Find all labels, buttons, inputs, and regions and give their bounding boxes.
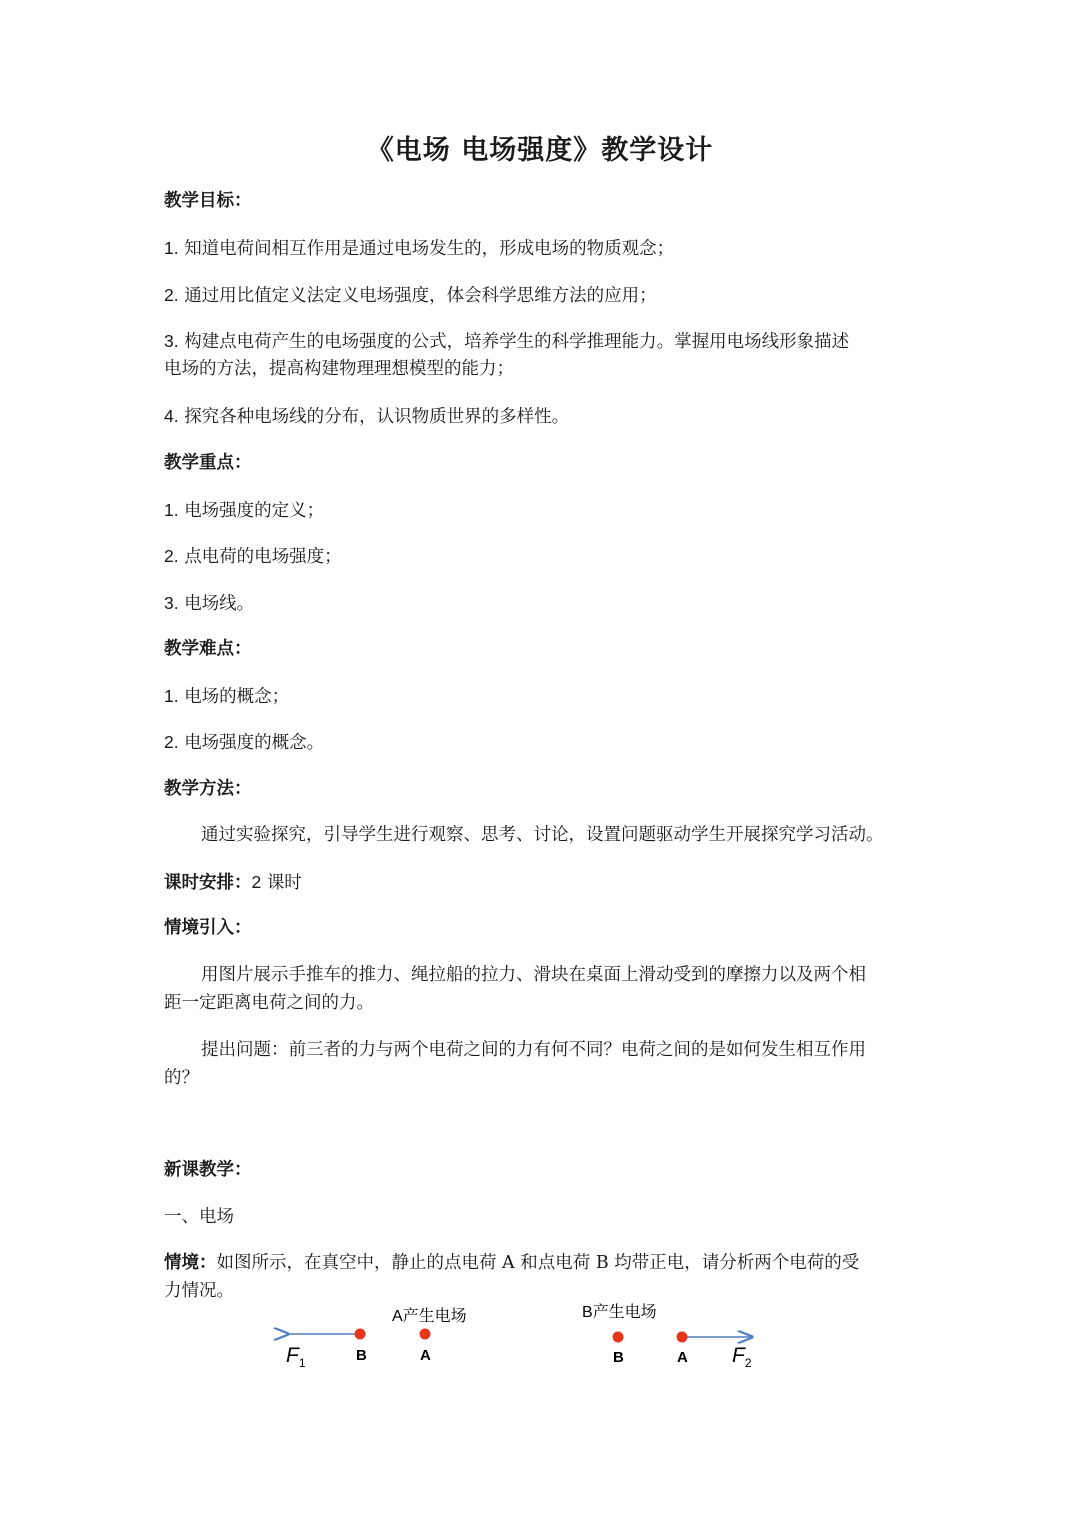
charge-force-figure xyxy=(270,1296,810,1386)
charge-a-right xyxy=(677,1332,688,1343)
list-item: 1. 电场的概念； xyxy=(164,686,290,707)
right-caption: B产生电场 xyxy=(582,1304,657,1321)
intro-heading: 情境引入： xyxy=(164,918,252,938)
list-item: 3. 构建点电荷产生的电场强度的公式，培养学生的科学推理能力。掌握用电场线形象描述 xyxy=(164,331,850,352)
list-item: 2. 通过用比值定义法定义电场强度，体会科学思维方法的应用； xyxy=(164,285,657,306)
left-caption: A产生电场 xyxy=(392,1308,467,1325)
list-item: 1. 电场强度的定义； xyxy=(164,500,325,521)
charge-a-left xyxy=(420,1329,431,1340)
objectives-heading: 教学目标： xyxy=(164,191,252,211)
force-label-f1: $F_1$ xyxy=(286,1344,306,1370)
list-item: 3. 电场线。 xyxy=(164,593,255,614)
label-b-left: B xyxy=(356,1347,367,1364)
section-title: 一、电场 xyxy=(164,1207,234,1227)
intro-paragraph-line: 提出问题：前三者的力与两个电荷之间的力有何不同？电荷之间的是如何发生相互作用 xyxy=(201,1040,866,1060)
schedule-heading: 课时安排： xyxy=(164,873,252,893)
list-item: 4. 探究各种电场线的分布，认识物质世界的多样性。 xyxy=(164,406,570,427)
label-b-right: B xyxy=(613,1349,624,1366)
charge-b-left xyxy=(355,1329,366,1340)
list-item-continuation: 电场的方法，提高构建物理理想模型的能力； xyxy=(164,359,514,379)
label-a-left: A xyxy=(420,1347,431,1364)
list-item: 2. 点电荷的电场强度； xyxy=(164,546,342,567)
force-label-f2: $F_2$ xyxy=(732,1344,752,1370)
schedule-line: 课时安排：2 课时 xyxy=(164,872,302,893)
intro-paragraph-line: 用图片展示手推车的推力、绳拉船的拉力、滑块在桌面上滑动受到的摩擦力以及两个相 xyxy=(201,965,866,985)
intro-paragraph-line: 距一定距离电荷之间的力。 xyxy=(164,993,374,1013)
methods-heading: 教学方法： xyxy=(164,779,252,799)
page-title: 《电场 电场强度》教学设计 xyxy=(366,135,714,166)
scenario-line: 情境：如图所示，在真空中，静止的点电荷 A 和点电荷 B 均带正电，请分析两个电荷的受 xyxy=(164,1253,860,1273)
intro-paragraph-line: 的？ xyxy=(164,1068,199,1088)
scenario-line: 力情况。 xyxy=(164,1281,234,1301)
list-item: 1. 知道电荷间相互作用是通过电场发生的，形成电场的物质观念； xyxy=(164,238,675,259)
methods-text: 通过实验探究，引导学生进行观察、思考、讨论，设置问题驱动学生开展探究学习活动。 xyxy=(201,825,884,845)
list-item: 2. 电场强度的概念。 xyxy=(164,732,325,753)
scenario-label: 情境： xyxy=(164,1253,217,1273)
difficulties-heading: 教学难点： xyxy=(164,639,252,659)
new-lesson-heading: 新课教学： xyxy=(164,1160,252,1180)
key-points-heading: 教学重点： xyxy=(164,453,252,473)
charge-b-right xyxy=(613,1332,624,1343)
label-a-right: A xyxy=(677,1349,688,1366)
